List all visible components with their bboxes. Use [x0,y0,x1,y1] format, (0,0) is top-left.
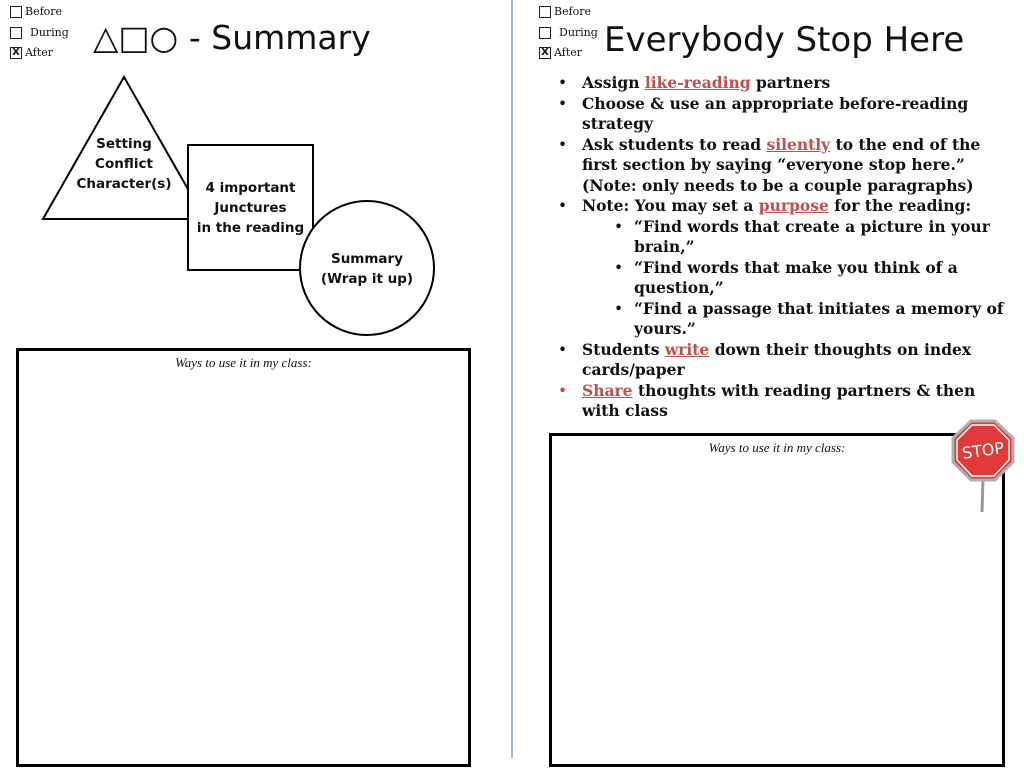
highlight-purpose: purpose [758,196,829,215]
right-ways-label: Ways to use it in my class: [708,440,846,455]
stop-sign-icon [949,418,1017,514]
checklist-label-after: After [25,46,54,59]
checklist-label-before: Before [25,5,63,18]
checklist-item-before[interactable] [539,2,598,23]
square-label-line: Junctures [214,200,287,216]
checklist-item-after[interactable] [539,43,598,64]
circle-label-line: (Wrap it up) [320,271,414,287]
instruction-list [556,73,1006,422]
square-label-line: 4 important [205,180,296,196]
checklist-label-during: During [30,25,69,39]
checkbox-during[interactable] [539,27,551,39]
highlight-write: write [664,339,710,359]
checklist-label-during: During [559,25,598,39]
title-shape-symbols: △□○ [93,18,179,57]
left-ways-box[interactable] [16,348,471,767]
sub-list-item: • “Find words that create a picture in your brain,” [556,217,1006,258]
triangle-label [64,134,184,194]
checklist-label-after: After [554,46,583,59]
list-item: • Ask students to read silently to the end of the first section by saying “everyone stop here.” (Note: only needs to be a couple paragraphs) [556,135,1006,197]
highlight-like-reading: like-reading [644,73,751,92]
list-item: • Assign like-reading partners [556,73,1006,94]
circle-label-line: Summary [330,251,404,267]
right-checklist [539,2,598,64]
stop-sign-text: STOP [960,438,1006,463]
checklist-item-during[interactable] [539,23,598,44]
right-page-title: Everybody Stop Here [604,20,965,60]
checkbox-after[interactable]: X [539,47,551,59]
highlight-silently: silently [766,134,831,154]
right-ways-box[interactable] [549,433,1005,767]
square-label [188,178,313,238]
checkbox-after[interactable]: X [10,47,22,59]
triangle-label-line: Setting [96,136,152,152]
checklist-label-before: Before [554,5,592,18]
sub-list-item: • “Find a passage that initiates a memory of yours.” [556,299,1006,340]
list-item: • Choose & use an appropriate before-reading strategy [556,94,1006,135]
circle-label [300,249,434,289]
highlight-share: Share [582,380,633,400]
left-ways-label: Ways to use it in my class: [175,355,312,370]
square-label-line: in the reading [196,220,305,236]
sub-list-item: • “Find words that make you think of a question,” [556,258,1006,299]
triangle-label-line: Character(s) [76,176,172,192]
triangle-label-line: Conflict [95,156,153,172]
checkbox-before[interactable] [539,6,551,18]
page-divider [511,0,513,758]
title-text: - Summary [178,18,371,57]
list-item: • Share thoughts with reading partners & then with class [556,381,1006,422]
list-item: • Note: You may set a purpose for the reading: [556,196,1006,217]
list-item: • Students write down their thoughts on index cards/paper [556,340,1006,381]
